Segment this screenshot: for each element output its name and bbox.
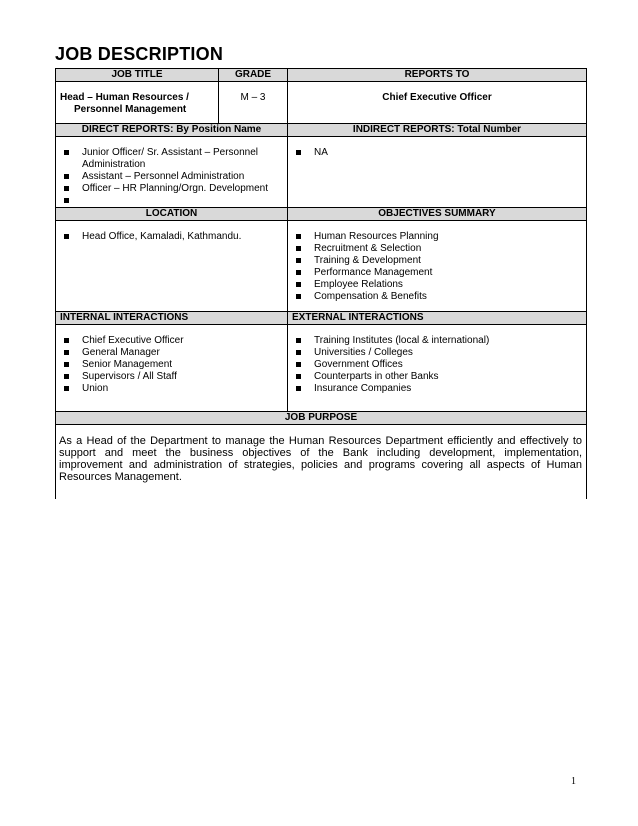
internal-interactions-header: INTERNAL INTERACTIONS: [56, 312, 288, 325]
list-item: Chief Executive Officer: [60, 335, 283, 347]
direct-reports-cell: [56, 137, 288, 208]
job-purpose-text: As a Head of the Department to manage the Human Resources Department efficiently and effectively to support and meet the business objectives of the Bank including development, implementation, improvement and administration of strategies, policies and programs covering all aspects of Human Resources Management.: [56, 425, 587, 500]
internal-interactions-list: [60, 335, 283, 395]
list-item: Training & Development: [292, 255, 582, 267]
location-cell: [56, 221, 288, 312]
job-title-line2: Personnel Management: [74, 104, 187, 115]
list-item: Junior Officer/ Sr. Assistant – Personnel Administration: [60, 147, 283, 171]
reports-to-cell: Chief Executive Officer: [288, 82, 587, 124]
indirect-reports-list: [292, 147, 582, 159]
page-number: 1: [571, 776, 576, 787]
job-description-table: [55, 68, 587, 499]
list-item: [60, 195, 283, 207]
list-item: Head Office, Kamaladi, Kathmandu.: [60, 231, 283, 243]
job-title-header: JOB TITLE: [56, 69, 219, 82]
list-item: General Manager: [60, 347, 283, 359]
list-item: Senior Management: [60, 359, 283, 371]
indirect-reports-header: INDIRECT REPORTS: Total Number: [288, 124, 587, 137]
list-item: Training Institutes (local & international): [292, 335, 582, 347]
list-item: Assistant – Personnel Administration: [60, 171, 283, 183]
list-item: Universities / Colleges: [292, 347, 582, 359]
objectives-header: OBJECTIVES SUMMARY: [288, 208, 587, 221]
job-title-cell: [56, 82, 219, 124]
location-header: LOCATION: [56, 208, 288, 221]
list-item: Supervisors / All Staff: [60, 371, 283, 383]
internal-interactions-cell: [56, 325, 288, 412]
job-info-row: [56, 82, 587, 124]
list-item: Performance Management: [292, 267, 582, 279]
job-purpose-header: JOB PURPOSE: [56, 412, 587, 425]
purpose-header-row: [56, 412, 587, 425]
external-interactions-header: EXTERNAL INTERACTIONS: [288, 312, 587, 325]
direct-reports-list: [60, 147, 283, 207]
list-item: Counterparts in other Banks: [292, 371, 582, 383]
location-row: [56, 221, 587, 312]
reports-to-header: REPORTS TO: [288, 69, 587, 82]
external-interactions-cell: [288, 325, 587, 412]
interactions-header-row: [56, 312, 587, 325]
grade-header: GRADE: [219, 69, 288, 82]
reports-row: [56, 137, 587, 208]
list-item: Union: [60, 383, 283, 395]
external-interactions-list: [292, 335, 582, 395]
objectives-cell: [288, 221, 587, 312]
document-title: JOB DESCRIPTION: [55, 44, 224, 64]
indirect-reports-cell: [288, 137, 587, 208]
list-item: Human Resources Planning: [292, 231, 582, 243]
list-item: Officer – HR Planning/Orgn. Development: [60, 183, 283, 195]
list-item: Employee Relations: [292, 279, 582, 291]
purpose-row: [56, 425, 587, 500]
job-title-line1: Head – Human Resources /: [60, 92, 189, 103]
interactions-row: [56, 325, 587, 412]
list-item: NA: [292, 147, 582, 159]
grade-cell: M – 3: [219, 82, 288, 124]
location-list: [60, 231, 283, 243]
list-item: Recruitment & Selection: [292, 243, 582, 255]
reports-header-row: [56, 124, 587, 137]
objectives-list: [292, 231, 582, 303]
location-header-row: [56, 208, 587, 221]
header-row: [56, 69, 587, 82]
list-item: Insurance Companies: [292, 383, 582, 395]
list-item: Compensation & Benefits: [292, 291, 582, 303]
list-item: Government Offices: [292, 359, 582, 371]
direct-reports-header: DIRECT REPORTS: By Position Name: [56, 124, 288, 137]
